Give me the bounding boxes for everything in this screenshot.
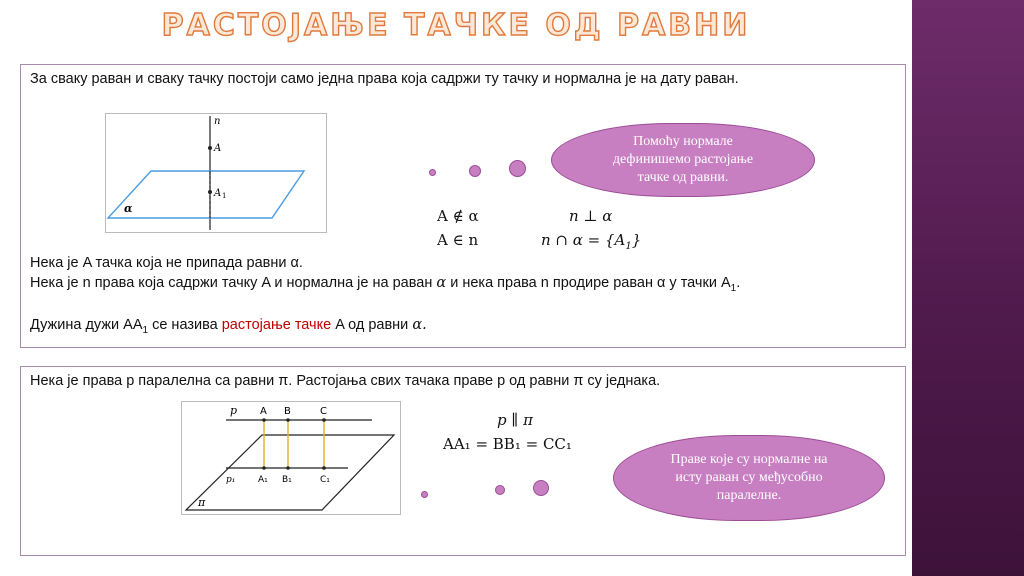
highlight-term: растојање тачке: [221, 317, 332, 333]
sidebar-decoration: [912, 0, 1024, 576]
label-p1: p₁: [226, 475, 236, 485]
definition-panel: [20, 64, 906, 348]
label-A1-sub: 1: [222, 192, 227, 200]
label-point-B1: B₁: [282, 475, 292, 485]
thought-dot-large: [533, 480, 549, 496]
thought-dot-small: [429, 169, 436, 176]
thought-dot-medium: [495, 485, 505, 495]
plane-normal-diagram: [106, 114, 326, 232]
label-point-A: A: [260, 406, 267, 417]
label-point-C: C: [320, 406, 327, 417]
math-not-in-plane: A ∉ α: [437, 207, 479, 225]
parallel-line-figure: [181, 401, 401, 515]
parallel-line-diagram: [182, 402, 400, 514]
math-point-on-line: A ∈ n: [437, 231, 479, 249]
thought-dot-large: [509, 160, 526, 177]
label-point-A1: A₁: [258, 475, 268, 485]
math-perpendicular: n ⊥ α: [569, 207, 613, 225]
thought-dot-medium: [469, 165, 481, 177]
hint-bubble: Помоћу нормале дефинишемо растојање тачке од равни.: [551, 123, 815, 197]
normal-line-text: Нека је n права која садржи тачку A и нормална је на раван α и нека права n продире раван α у тачки $A_1$.: [30, 275, 741, 294]
label-alpha: α: [124, 202, 133, 215]
parallel-statement-text: Нека је права p паралелна са равни π. Растојања свих тачака праве p од равни π су једнака.: [30, 373, 661, 389]
label-A: A: [214, 143, 222, 154]
label-A1: A: [214, 188, 222, 199]
plane-normal-figure: [105, 113, 327, 233]
theorem-text: За сваку раван и сваку тачку постоји само једна права која садржи ту тачку и нормална је на дату раван.: [30, 71, 739, 87]
parallel-panel: [20, 366, 906, 556]
label-point-C1: C₁: [320, 475, 330, 485]
label-n: n: [214, 116, 221, 127]
note-bubble: Праве које су нормалне на исту раван су међусобно паралелне.: [613, 435, 885, 521]
label-pi: π: [198, 496, 206, 509]
page-title: РАСТОЈАЊЕ ТАЧКЕ ОД РАВНИ: [161, 8, 751, 43]
label-point-B: B: [284, 406, 291, 417]
thought-dot-small: [421, 491, 428, 498]
math-equal-distances: AA₁ = BB₁ = CC₁: [443, 435, 572, 453]
math-intersection: n ∩ $\alpha = \{A_1\}$: [541, 231, 642, 252]
math-parallel: p ∥ π: [497, 411, 533, 429]
condition-text: Нека је A тачка која не припада равни α.: [30, 255, 303, 271]
label-p: p: [230, 404, 238, 417]
distance-definition-text: Дужина дужи $AA_1$ се назива растојање тачке A од равни α.: [30, 317, 427, 336]
